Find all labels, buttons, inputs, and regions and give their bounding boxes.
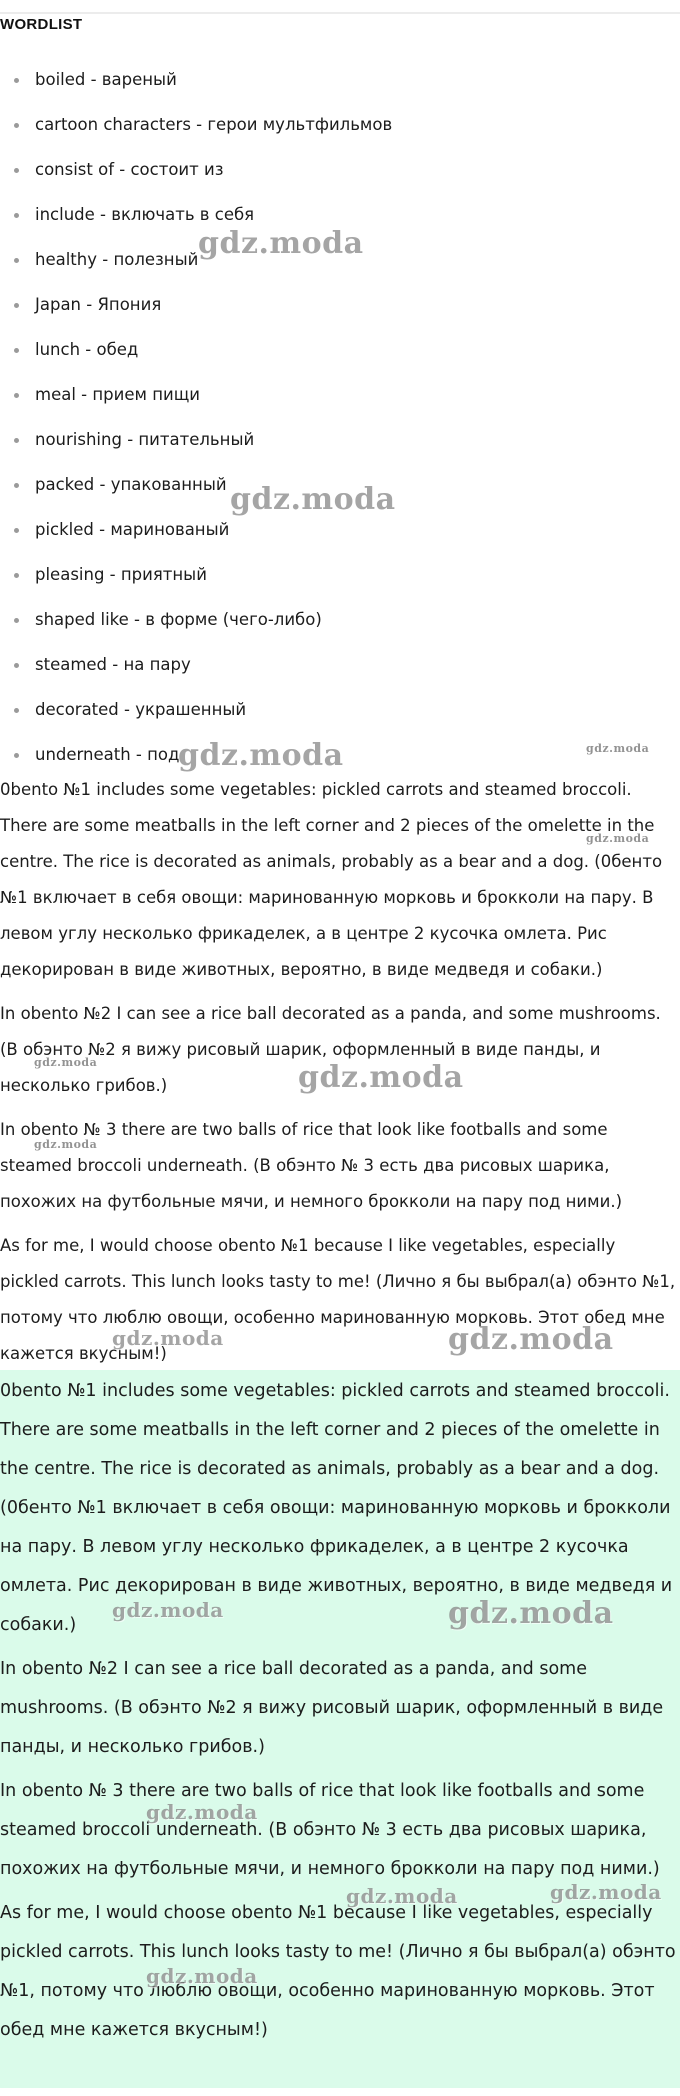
list-item-text: consist of - состоит из [35, 160, 224, 179]
bullet-icon [14, 258, 19, 263]
list-item [0, 197, 680, 242]
bullet-icon [14, 348, 19, 353]
list-item [0, 242, 680, 287]
bullet-icon [14, 123, 19, 128]
bullet-icon [14, 573, 19, 578]
watermark-logo: gdz.moda [550, 1880, 662, 1904]
bullet-icon [14, 618, 19, 623]
list-item [0, 557, 680, 602]
bullet-icon [14, 708, 19, 713]
list-item [0, 647, 680, 692]
answer-paragraph: In obento № 3 there are two balls of rice that look like footballs and some steamed broccoli underneath. (В обэнто № 3 есть два рисовых шарика, похожих на футбольные мячи, и немного брокколи на пару под ними.) [0, 1120, 623, 1211]
list-item-text: shaped like - в форме (чего-либо) [35, 610, 322, 629]
list-item-text: healthy - полезный [35, 250, 199, 269]
list-item-text: decorated - украшенный [35, 700, 247, 719]
watermark-logo: gdz.moda [586, 742, 650, 755]
watermark-logo: gdz.moda [448, 1322, 614, 1357]
list-item-text: cartoon characters - герои мультфильмов [35, 115, 393, 134]
watermark-logo: gdz.moda [112, 1598, 224, 1622]
watermark-logo: gdz.moda [178, 738, 344, 773]
watermark-logo: gdz.moda [34, 1056, 98, 1069]
list-item-text: steamed - на пару [35, 655, 191, 674]
list-item [0, 287, 680, 332]
bullet-icon [14, 483, 19, 488]
list-item [0, 422, 680, 467]
list-item-text: lunch - обед [35, 340, 139, 359]
watermark-logo: gdz.moda [34, 1138, 98, 1151]
list-item-text: nourishing - питательный [35, 430, 255, 449]
list-item [0, 377, 680, 422]
bullet-icon [14, 663, 19, 668]
bullet-icon [14, 213, 19, 218]
bullet-icon [14, 168, 19, 173]
bullet-icon [14, 303, 19, 308]
highlighted-paragraph: In obento №2 I can see a rice ball decorated as a panda, and some mushrooms. (В обэнто №2 я вижу рисовый шарик, оформленный в виде панды, и несколько грибов.) [0, 1659, 664, 1757]
list-item [0, 107, 680, 152]
highlighted-paragraph: In obento № 3 there are two balls of rice that look like footballs and some steamed broccoli underneath. (В обэнто № 3 есть два рисовых шарика, похожих на футбольные мячи, и немного брокколи на пару под ними.) [0, 1781, 660, 1879]
list-item [0, 152, 680, 197]
list-item-text: underneath - под [35, 745, 180, 764]
bullet-icon [14, 438, 19, 443]
watermark-logo: gdz.moda [146, 1800, 258, 1824]
watermark-logo: gdz.moda [448, 1596, 614, 1631]
wordlist [0, 62, 680, 782]
watermark-logo: gdz.moda [198, 226, 364, 261]
answer-paragraph: As for me, I would choose obento №1 because I like vegetables, especially pickled carrots. This lunch looks tasty to me! (Лично я бы выбрал(а) обэнто №1, потому что люблю овощи, особенно маринованную морковь. Этот обед мне кажется вкусным!) [0, 1236, 676, 1363]
wordlist-title: WORDLIST [0, 16, 83, 33]
answer-paragraph: In obento №2 I can see a rice ball decorated as a panda, and some mushrooms. (В обэнто №2 я вижу рисовый шарик, оформленный в виде панды, и несколько грибов.) [0, 1004, 661, 1095]
list-item [0, 692, 680, 737]
list-item-text: packed - упакованный [35, 475, 227, 494]
list-item [0, 467, 680, 512]
list-item [0, 62, 680, 107]
answer-paragraph: 0bento №1 includes some vegetables: pickled carrots and steamed broccoli. There are some meatballs in the left corner and 2 pieces of the omelette in the centre. The rice is decorated as animals, probably as a bear and a dog. (0бенто №1 включает в себя овощи: маринованную морковь и брокколи на пару. В левом углу несколько фрикаделек, а в центре 2 кусочка омлета. Рис декорирован в виде животных, вероятно, в виде медведя и собаки.) [0, 780, 663, 979]
list-item-text: include - включать в себя [35, 205, 255, 224]
list-item-text: pickled - маринованый [35, 520, 230, 539]
bullet-icon [14, 753, 19, 758]
highlighted-answer-section [0, 1372, 680, 2050]
highlighted-paragraph: 0bento №1 includes some vegetables: pickled carrots and steamed broccoli. There are some meatballs in the left corner and 2 pieces of the omelette in the centre. The rice is decorated as animals, probably as a bear and a dog. (0бенто №1 включает в себя овощи: маринованную морковь и брокколи на пару. В левом углу несколько фрикаделек, а в центре 2 кусочка омлета. Рис декорирован в виде животных, вероятно, в виде медведя и собаки.) [0, 1381, 673, 1635]
bullet-icon [14, 393, 19, 398]
watermark-logo: gdz.moda [346, 1884, 458, 1908]
list-item-text: boiled - вареный [35, 70, 177, 89]
list-item-text: Japan - Япония [35, 295, 162, 314]
list-item-text: pleasing - приятный [35, 565, 207, 584]
list-item [0, 512, 680, 557]
watermark-logo: gdz.moda [586, 832, 650, 845]
top-divider [0, 12, 680, 14]
list-item-text: meal - прием пищи [35, 385, 200, 404]
bullet-icon [14, 78, 19, 83]
highlighted-paragraph: As for me, I would choose obento №1 because I like vegetables, especially pickled carrots. This lunch looks tasty to me! (Лично я бы выбрал(а) обэнто №1, потому что люблю овощи, особенно маринованную морковь. Этот обед мне кажется вкусным!) [0, 1903, 676, 2040]
list-item [0, 602, 680, 647]
answer-section [0, 772, 680, 1372]
list-item [0, 332, 680, 377]
watermark-logo: gdz.moda [146, 1964, 258, 1988]
watermark-logo: gdz.moda [230, 482, 396, 517]
watermark-logo: gdz.moda [298, 1060, 464, 1095]
watermark-logo: gdz.moda [112, 1326, 224, 1350]
bullet-icon [14, 528, 19, 533]
